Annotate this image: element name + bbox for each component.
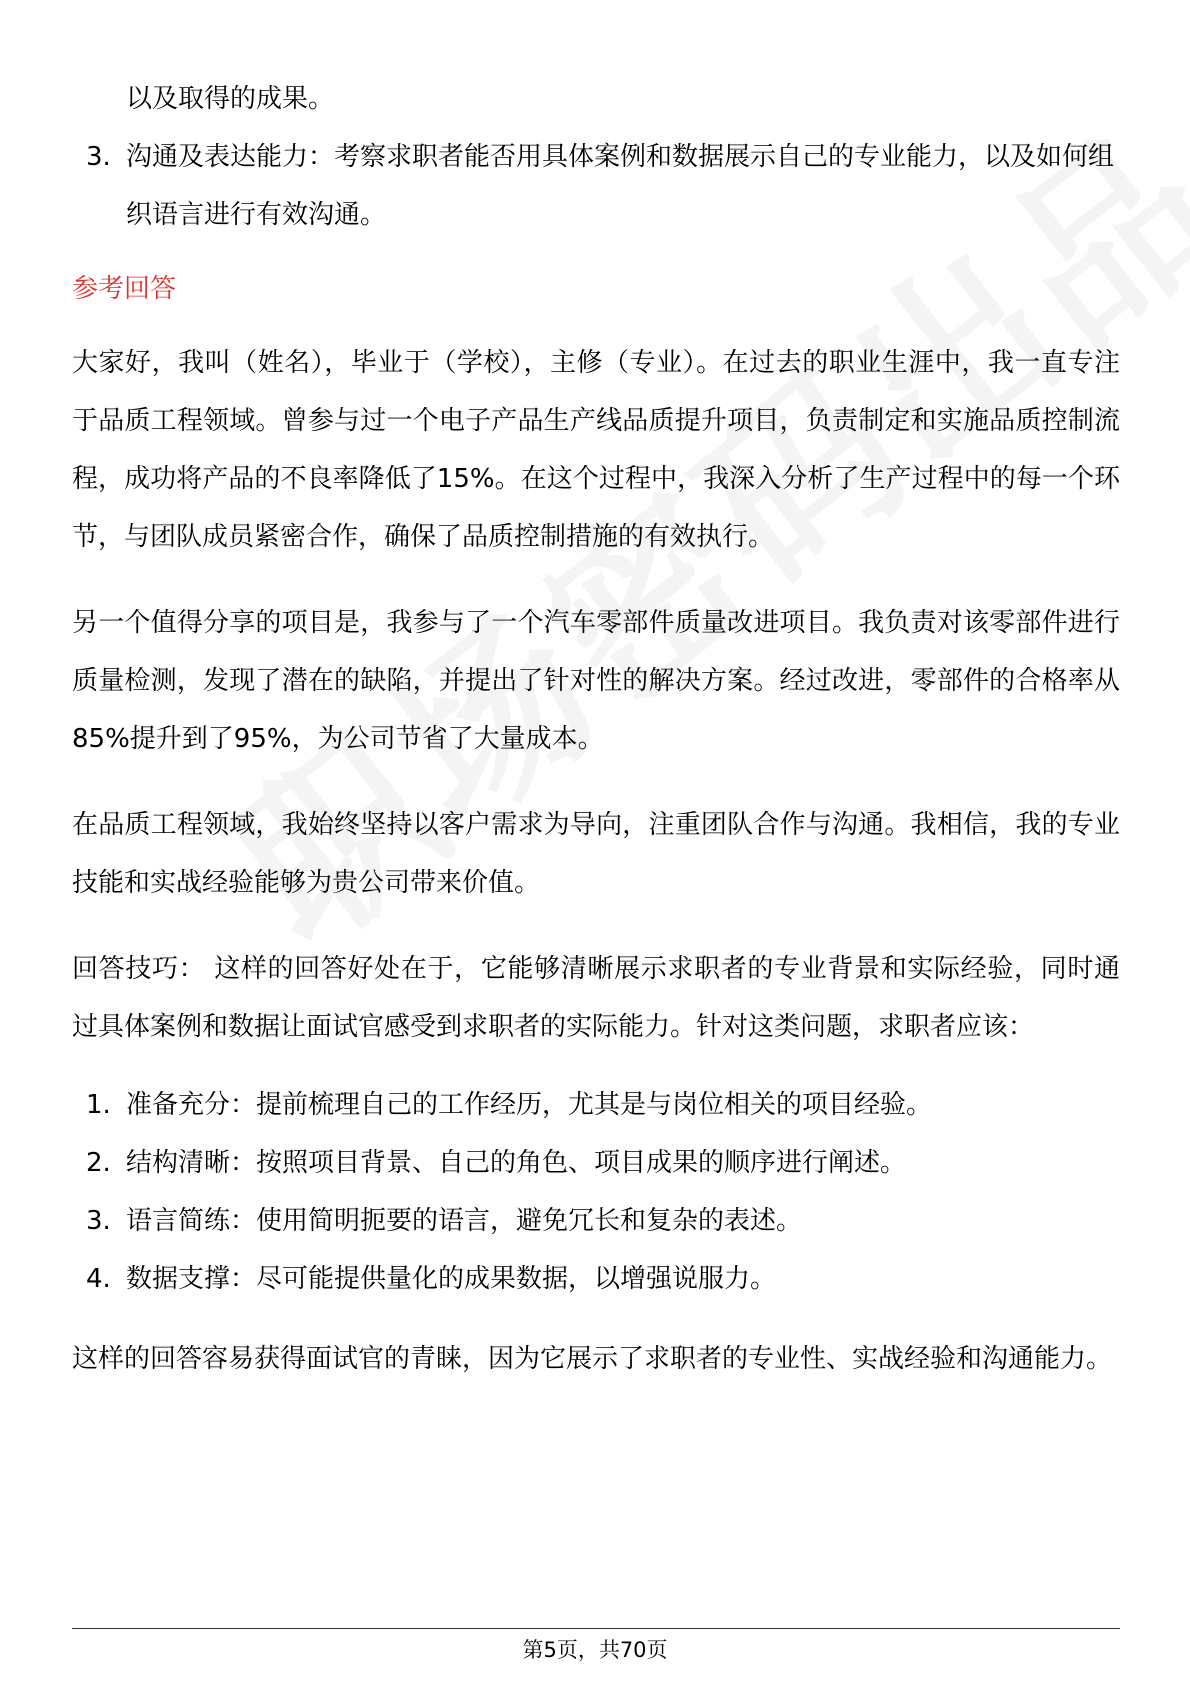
tips-list: [72, 1076, 1120, 1308]
footer-divider: [72, 1628, 1120, 1629]
list-item-text: 数据支撑：尽可能提供量化的成果数据，以增强说服力。: [126, 1264, 777, 1294]
list-item-text: 沟通及表达能力：考察求职者能否用具体案例和数据展示自己的专业能力，以及如何组织语言进行有效沟通。: [126, 142, 1115, 230]
closing-paragraph: 这样的回答容易获得面试官的青睐，因为它展示了求职者的专业性、实战经验和沟通能力。: [72, 1344, 1113, 1374]
answer-paragraph-2: 另一个值得分享的项目是，我参与了一个汽车零部件质量改进项目。我负责对该零部件进行质量检测，发现了潜在的缺陷，并提出了针对性的解决方案。经过改进，零部件的合格率从85%提升到了95%，为公司节省了大量成本。: [72, 608, 1120, 754]
section-heading: 参考回答: [72, 274, 177, 304]
list-number: 4.: [86, 1264, 111, 1294]
list-item-text: 准备充分：提前梳理自己的工作经历，尤其是与岗位相关的项目经验。: [126, 1090, 933, 1120]
criteria-list: [72, 128, 1120, 244]
answer-paragraph-1: 大家好，我叫（姓名），毕业于（学校），主修（专业）。在过去的职业生涯中，我一直专注于品质工程领域。曾参与过一个电子产品生产线品质提升项目，负责制定和实施品质控制流程，成功将产品的不良率降低了15%。在这个过程中，我深入分析了生产过程中的每一个环节，与团队成员紧密合作，确保了品质控制措施的有效执行。: [72, 348, 1120, 552]
page-number: 第5页，共70页: [522, 1638, 668, 1662]
page-content: [72, 70, 1120, 1416]
list-item: [72, 128, 1120, 244]
list-item: [72, 1076, 1120, 1134]
list-item: [72, 1250, 1120, 1308]
list-item: [72, 1192, 1120, 1250]
list-number: 3.: [86, 1206, 111, 1236]
list-item-text: 语言简练：使用简明扼要的语言，避免冗长和复杂的表述。: [126, 1206, 803, 1236]
list-number: 3.: [86, 142, 111, 172]
list-continuation: 以及取得的成果。: [126, 84, 335, 114]
list-number: 2.: [86, 1148, 111, 1178]
list-number: 1.: [86, 1090, 111, 1120]
tips-intro-paragraph: 回答技巧： 这样的回答好处在于，它能够清晰展示求职者的专业背景和实际经验，同时通过具体案例和数据让面试官感受到求职者的实际能力。针对这类问题，求职者应该：: [72, 954, 1120, 1042]
list-item-text: 结构清晰：按照项目背景、自己的角色、项目成果的顺序进行阐述。: [126, 1148, 907, 1178]
answer-paragraph-3: 在品质工程领域，我始终坚持以客户需求为导向，注重团队合作与沟通。我相信，我的专业技能和实战经验能够为贵公司带来价值。: [72, 810, 1120, 898]
list-item: [72, 1134, 1120, 1192]
